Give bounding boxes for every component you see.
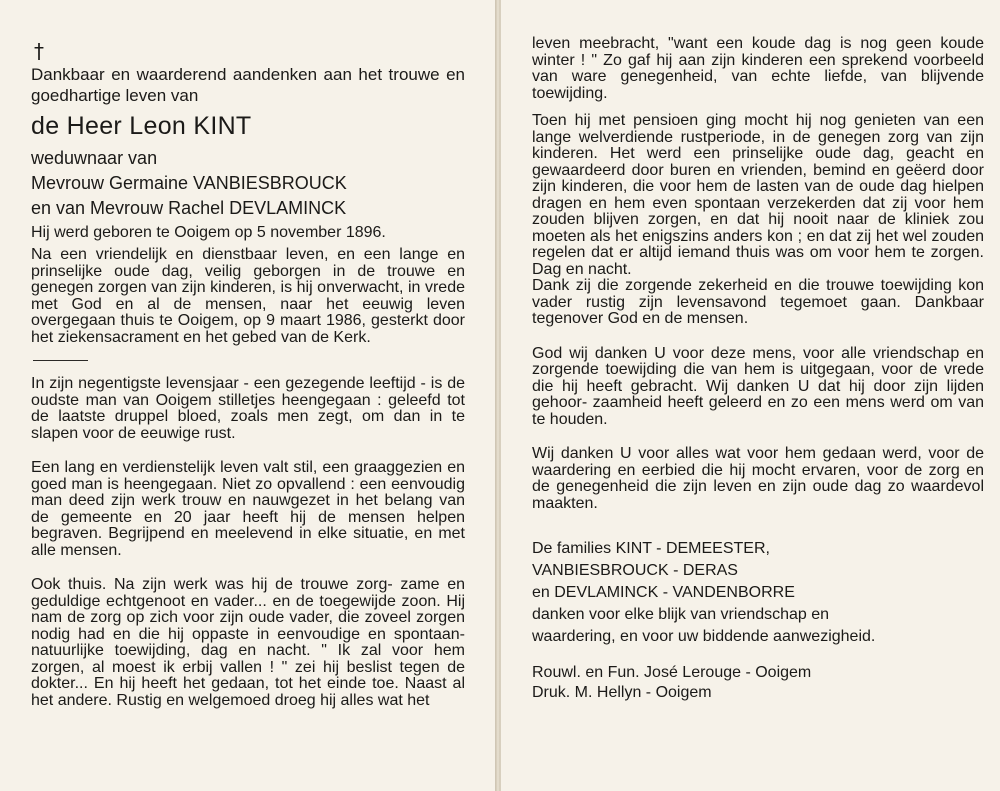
- intro-text: Dankbaar en waarderend aandenken aan het trouwe en goedhartige leven van: [31, 65, 465, 105]
- prayer-paragraph-2: Wij danken U voor alles wat voor hem gedaan werd, voor de waardering en eerbied die hij mocht ervaren, voor de zorg en de genegenheid die zijn leven en zijn oude dag zo waardevol maakten.: [532, 445, 984, 512]
- paragraph-gratitude: Dank zij die zorgende zekerheid en die trouwe toewijding kon vader rustig zijn levensavond tegemoet gaan. Dankbaar tegenover God en de mensen.: [532, 277, 984, 327]
- left-column: [0, 0, 495, 709]
- family-line-3: en DEVLAMINCK - VANDENBORRE: [532, 584, 795, 601]
- prayer-paragraph-1: God wij danken U voor deze mens, voor alle vriendschap en zorgende toewijding die van hem is uitgegaan, voor de vrede die hij heeft gebracht. Wij danken U dat hij door zijn lijden gehoor- zaamheid heeft geleerd en zo een mens werd om van te houden.: [532, 344, 984, 428]
- widower-label: weduwnaar van: [31, 148, 158, 168]
- right-page: [500, 0, 1000, 791]
- paragraph-home: Ook thuis. Na zijn werk was hij de trouwe zorg- zame en geduldige echtgenoot en vader... en de toegewijde zoon. Hij nam de zorg op zich voor zijn oude vader, die zoveel zorgen nodig had en die hij oppaste in eenvoudige en spontaan- natuurlijke toewijding, dag en nacht. " Ik zal voor hem zorgen, al moest ik erbij vallen ! " zei hij beslist tegen de dokter... En hij heeft het gedaan, tot het einde toe. Naast al het andere. Rustig en welgemoed droeg hij alles wat het: [31, 576, 465, 709]
- cross-icon: †: [34, 39, 44, 63]
- spouse-second: en van Mevrouw Rachel DEVLAMINCK: [31, 198, 347, 218]
- left-page: [0, 0, 496, 791]
- family-line-1: De families KINT - DEMEESTER,: [532, 540, 770, 557]
- family-line-2: VANBIESBROUCK - DERAS: [532, 562, 738, 579]
- thanks-line-1: danken voor elke blijk van vriendschap en: [532, 606, 830, 623]
- birth-line: Hij werd geboren te Ooigem op 5 november 1896.: [31, 224, 386, 241]
- paragraph-age: In zijn negentigste levensjaar - een gezegende leeftijd - is de oudste man van Ooigem stilletjes heengegaan : geleefd tot de laatste druppel bloed, zoals men zegt, om dan in te slapen voor de eeuwige rust.: [31, 375, 465, 442]
- deceased-name: de Heer Leon KINT: [31, 112, 252, 140]
- death-paragraph: Na een vriendelijk en dienstbaar leven, en een lange en prinselijke oude dag, veilig geborgen in de trouwe en genegen zorgen van zijn kinderen, is hij onverwacht, in vrede met God en al de mensen, naar het eeuwig leven overgegaan thuis te Ooigem, op 9 maart 1986, gesterkt door het ziekensacrament en het gebed van de Kerk.: [31, 246, 465, 346]
- paragraph-example: leven meebracht, "want een koude dag is nog geen koude winter ! " Zo gaf hij aan zijn kinderen een sprekend voorbeeld van ware genegenheid, van echte liefde, van blijvende toewijding.: [532, 35, 984, 102]
- right-column: [501, 0, 1000, 703]
- spouse-first: Mevrouw Germaine VANBIESBROUCK: [31, 173, 347, 193]
- separator-line: [33, 360, 88, 361]
- paragraph-pension: Toen hij met pensioen ging mocht hij nog genieten van een lange welverdiende rustperiode, in de genegen zorg van zijn kinderen. Het werd een prinselijke oude dag, geacht en gewaardeerd door buren en vrienden, bemind en geëerd door zijn kinderen, die voor hem de lasten van de oude dag hielpen dragen en hem even spontaan verzekerden dat zij voor hem zouden blijven zorgen, en dat hij nooit naar de kliniek zou moeten als het enigszins anders kon ; en dat zij het wel zouden regelen dat er altijd iemand thuis was om voor hem te zorgen. Dag en nacht.: [532, 112, 984, 278]
- printer-credit: Druk. M. Hellyn - Ooigem: [532, 684, 712, 701]
- funeral-director: Rouwl. en Fun. José Lerouge - Ooigem: [532, 664, 812, 681]
- thanks-line-2: waardering, en voor uw biddende aanwezigheid.: [532, 628, 876, 645]
- paragraph-life: Een lang en verdienstelijk leven valt stil, een graaggezien en goed man is heengegaan. Niet zo opvallend : een eenvoudig man deed zijn werk trouw en nauwgezet in het belang van de gemeente en 20 jaar heeft hij de mensen helpen begraven. Begrijpend en meelevend in elke situatie, en met alle mensen.: [31, 459, 465, 559]
